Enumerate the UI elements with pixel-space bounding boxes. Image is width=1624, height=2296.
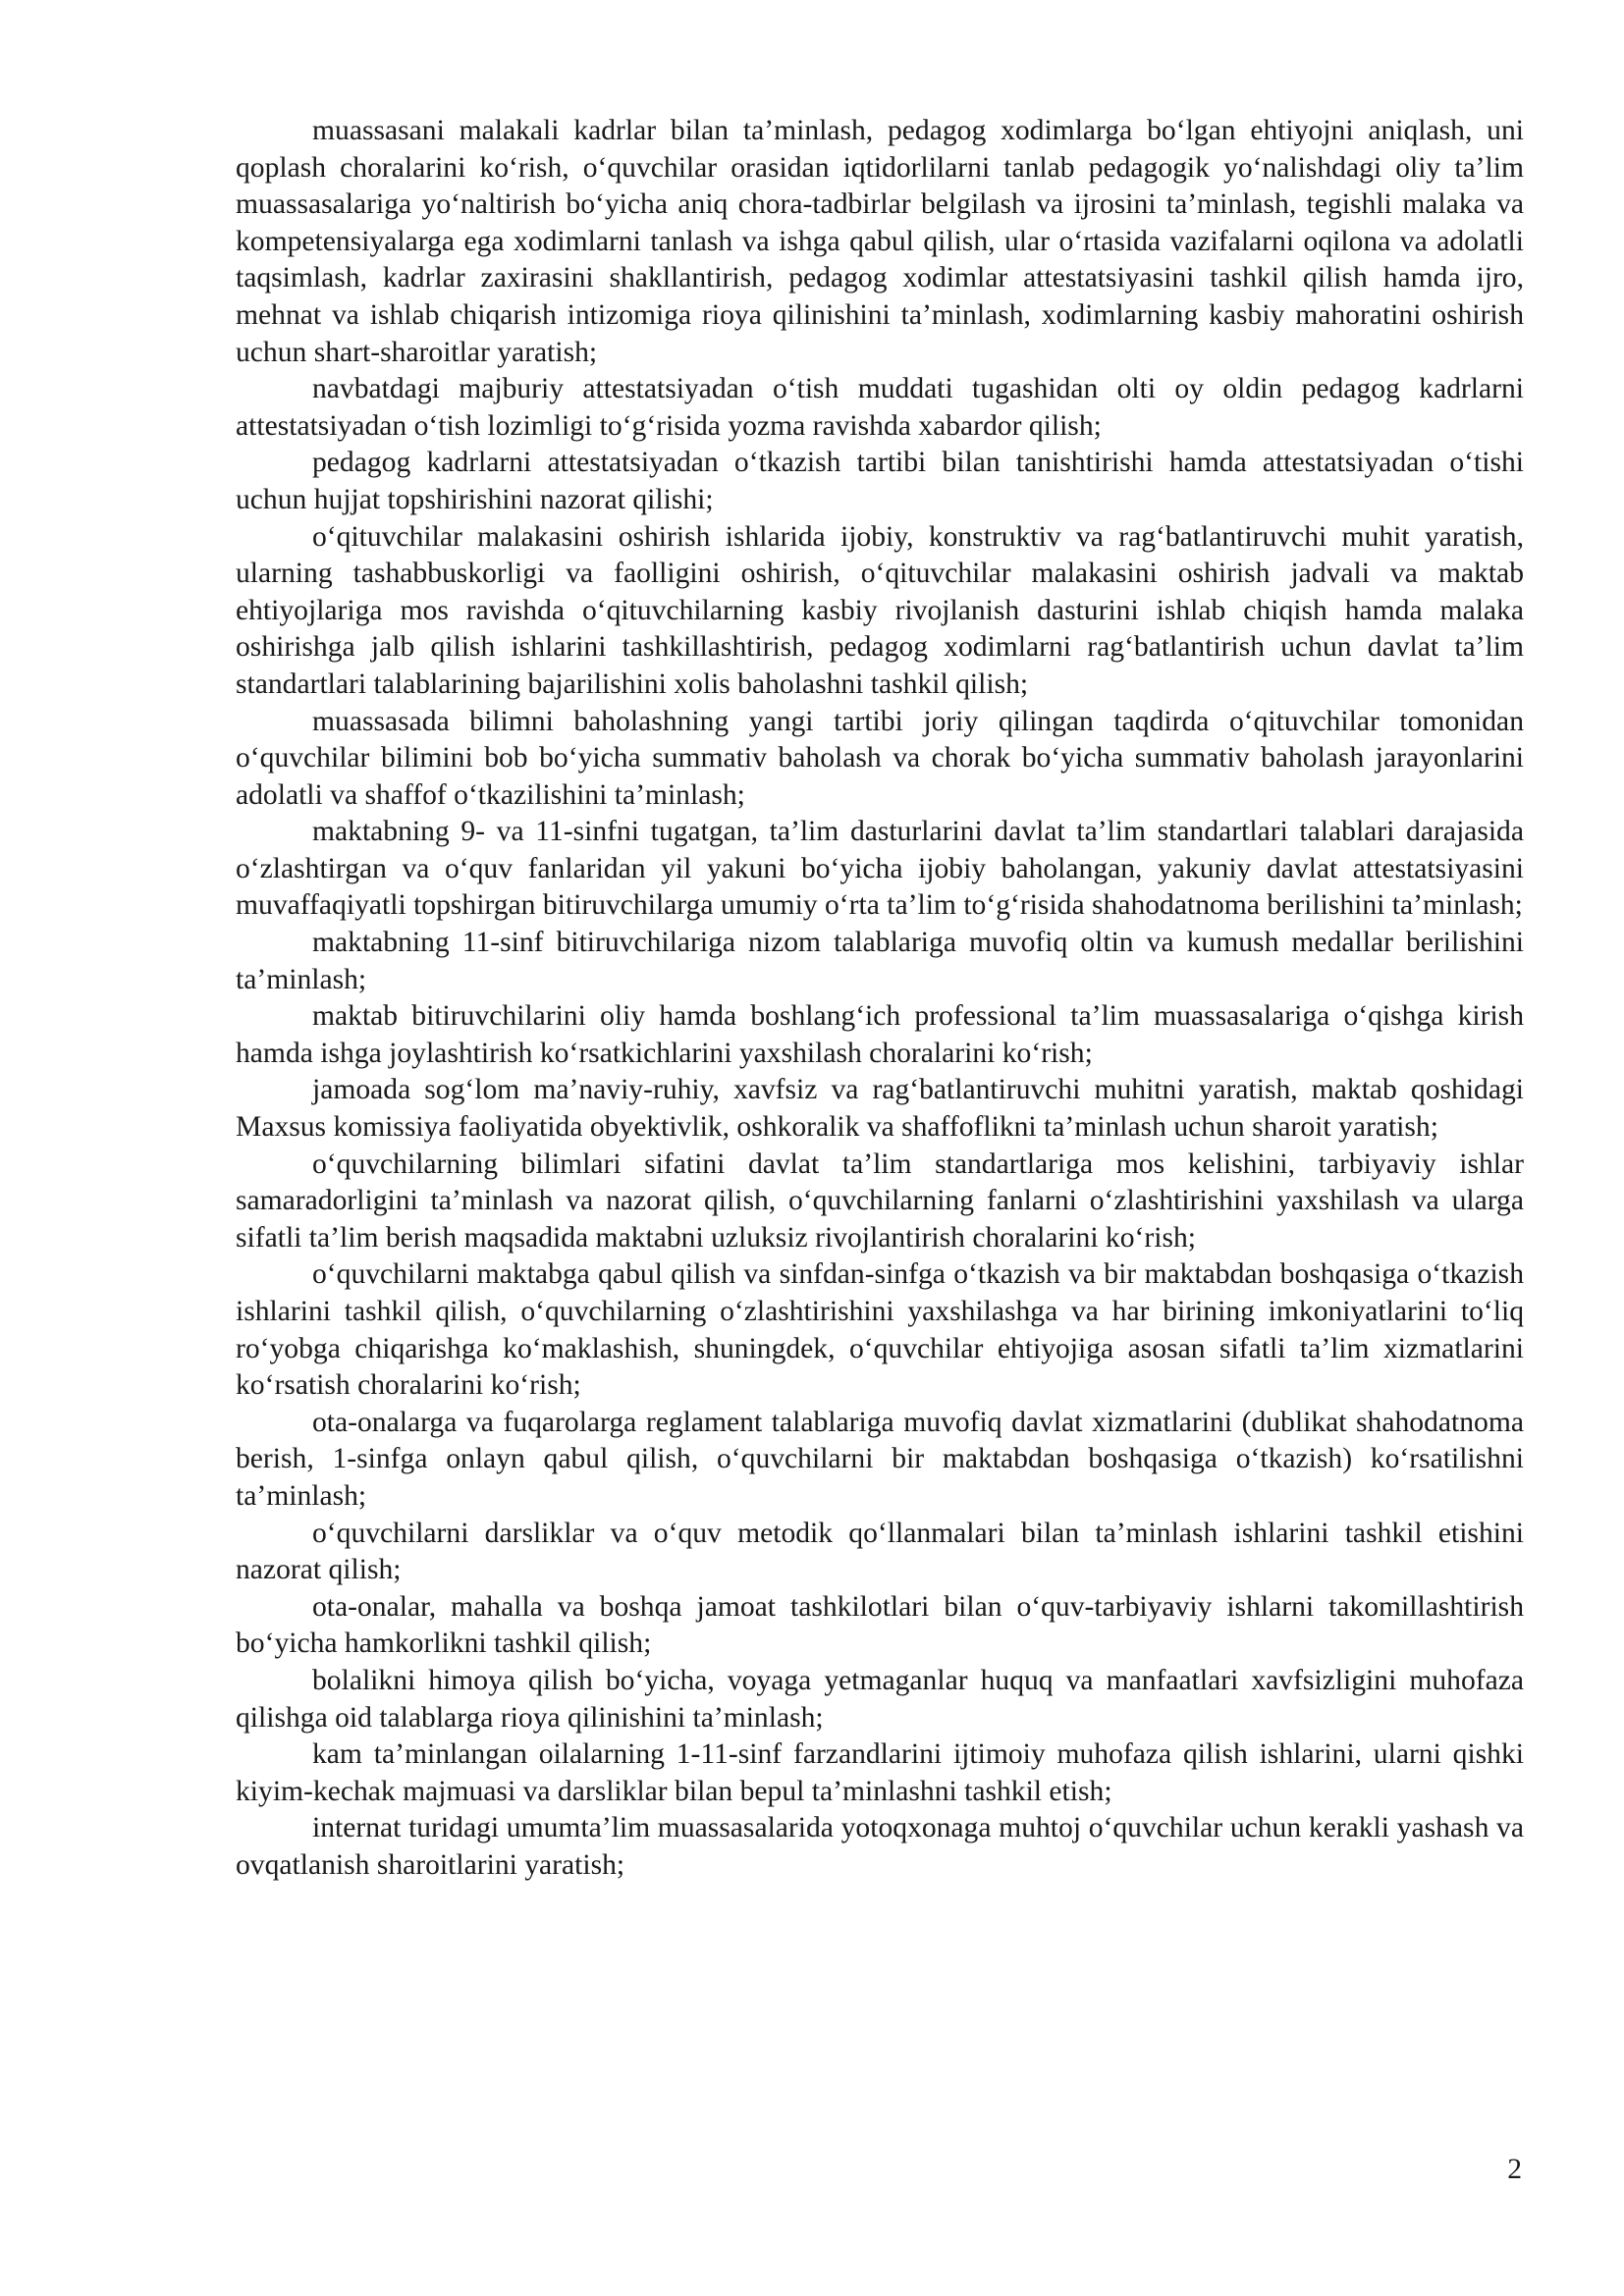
paragraph-11: o‘quvchilarni maktabga qabul qilish va sinfdan-sinfga o‘tkazish va bir maktabdan boshqasiga o‘tkazish ishlarini tashkil qilish, o‘quvchilarning o‘zlashtirishini yaxshilashga va har birining imkoniyatlarini to‘liq ro‘yobga chiqarishga ko‘maklashish, shuningdek, o‘quvchilar ehtiyojiga asosan sifatli ta’lim xizmatlarini ko‘rsatish choralarini ko‘rish; (236, 1258, 1524, 1402)
paragraph-2: navbatdagi majburiy attestatsiyadan o‘tish muddati tugashidan olti oy oldin pedagog kadrlarni attestatsiyadan o‘tish lozimligi to‘g‘risida yozma ravishda xabardor qilish; (236, 373, 1524, 442)
paragraph-1: muassasani malakali kadrlar bilan ta’minlash, pedagog xodimlarga bo‘lgan ehtiyojni aniqlash, uni qoplash choralarini ko‘rish, o‘quvchilar orasidan iqtidorlilarni tanlab pedagogik yo‘nalishdagi oliy ta’lim muassasalariga yo‘naltirish bo‘yicha aniq chora-tadbirlar belgilash va ijrosini ta’minlash, tegishli malaka va kompetensiyalarga ega xodimlarni tanlash va ishga qabul qilish, ular o‘rtasida vazifalarni oqilona va adolatli taqsimlash, kadrlar zaxirasini shakllantirish, pedagog xodimlar attestatsiyasini tashkil qilish hamda ijro, mehnat va ishlab chiqarish intizomiga rioya qilinishini ta’minlash, xodimlarning kasbiy mahoratini oshirish uchun shart-sharoitlar yaratish; (236, 115, 1524, 368)
document-body (236, 113, 1524, 1885)
paragraph-6: maktabning 9- va 11-sinfni tugatgan, ta’lim dasturlarini davlat ta’lim standartlari talablari darajasida o‘zlashtirgan va o‘quv fanlaridan yil yakuni bo‘yicha ijobiy baholangan, yakuniy davlat attestatsiyasini muvaffaqiyatli topshirgan bitiruvchilarga umumiy o‘rta ta’lim to‘g‘risida shahodatnoma berilishini ta’minlash; (236, 816, 1524, 922)
paragraph-9: jamoada sog‘lom ma’naviy-ruhiy, xavfsiz va rag‘batlantiruvchi muhitni yaratish, maktab qoshidagi Maxsus komissiya faoliyatida obyektivlik, oshkoralik va shaffoflikni ta’minlash uchun sharoit yaratish; (236, 1074, 1524, 1144)
paragraph-10: o‘quvchilarning bilimlari sifatini davlat ta’lim standartlariga mos kelishini, tarbiyaviy ishlar samaradorligini ta’minlash va nazorat qilish, o‘quvchilarning fanlarni o‘zlashtirishini yaxshilash va ularga sifatli ta’lim berish maqsadida maktabni uzluksiz rivojlantirish choralarini ko‘rish; (236, 1148, 1524, 1254)
paragraph-17: internat turidagi umumta’lim muassasalarida yotoqxonaga muhtoj o‘quvchilar uchun kerakli yashash va ovqatlanish sharoitlarini yaratish; (236, 1812, 1524, 1881)
paragraph-4: o‘qituvchilar malakasini oshirish ishlarida ijobiy, konstruktiv va rag‘batlantiruvchi muhit yaratish, ularning tashabbuskorligi va faolligini oshirish, o‘qituvchilar malakasini oshirish jadvali va maktab ehtiyojlariga mos ravishda o‘qituvchilarning kasbiy rivojlanish dasturini ishlab chiqish hamda malaka oshirishga jalb qilish ishlarini tashkillashtirish, pedagog xodimlarni rag‘batlantirish uchun davlat ta’lim standartlari talablarining bajarilishini xolis baholashni tashkil qilish; (236, 520, 1524, 700)
paragraph-5: muassasada bilimni baholashning yangi tartibi joriy qilingan taqdirda o‘qituvchilar tomonidan o‘quvchilar bilimini bob bo‘yicha summativ baholash va chorak bo‘yicha summativ baholash jarayonlarini adolatli va shaffof o‘tkazilishini ta’minlash; (236, 705, 1524, 811)
paragraph-14: ota-onalar, mahalla va boshqa jamoat tashkilotlari bilan o‘quv-tarbiyaviy ishlarni takomillashtirish bo‘yicha hamkorlikni tashkil qilish; (236, 1590, 1524, 1660)
page-number: 2 (1507, 2154, 1522, 2185)
paragraph-13: o‘quvchilarni darsliklar va o‘quv metodik qo‘llanmalari bilan ta’minlash ishlarini tashkil etishini nazorat qilish; (236, 1517, 1524, 1586)
paragraph-8: maktab bitiruvchilarini oliy hamda boshlang‘ich professional ta’lim muassasalariga o‘qishga kirish hamda ishga joylashtirish ko‘rsatkichlarini yaxshilash choralarini ko‘rish; (236, 1000, 1524, 1069)
paragraph-3: pedagog kadrlarni attestatsiyadan o‘tkazish tartibi bilan tanishtirishi hamda attestatsiyadan o‘tishi uchun hujjat topshirishini nazorat qilishi; (236, 447, 1524, 515)
paragraph-7: maktabning 11-sinf bitiruvchilariga nizom talablariga muvofiq oltin va kumush medallar berilishini ta’minlash; (236, 927, 1524, 995)
paragraph-16: kam ta’minlangan oilalarning 1-11-sinf farzandlarini ijtimoiy muhofaza qilish ishlarini, ularni qishki kiyim-kechak majmuasi va darsliklar bilan bepul ta’minlashni tashkil etish; (236, 1738, 1524, 1807)
paragraph-15: bolalikni himoya qilish bo‘yicha, voyaga yetmaganlar huquq va manfaatlari xavfsizligini muhofaza qilishga oid talablarga rioya qilinishini ta’minlash; (236, 1664, 1524, 1734)
paragraph-12: ota-onalarga va fuqarolarga reglament talablariga muvofiq davlat xizmatlarini (dublikat shahodatnoma berish, 1-sinfga onlayn qabul qilish, o‘quvchilarni bir maktabdan boshqasiga o‘tkazish) ko‘rsatilishni ta’minlash; (236, 1406, 1524, 1512)
